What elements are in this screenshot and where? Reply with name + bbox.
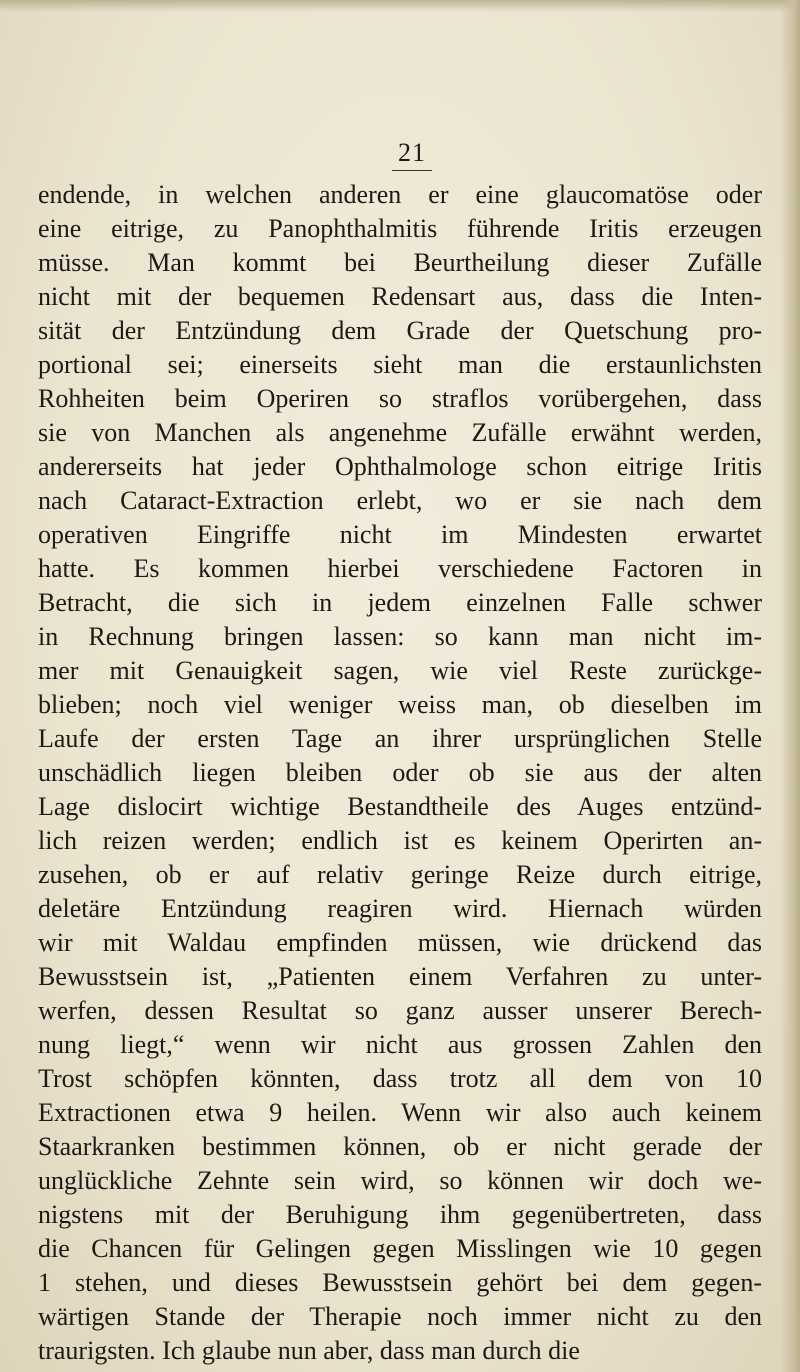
text-line: traurigsten. Ich glaube nun aber, dass man durch die	[38, 1336, 580, 1365]
text-line: müsse. Man kommt bei Beurtheilung dieser Zufälle	[38, 248, 762, 277]
text-line: eine eitrige, zu Panophthalmitis führende Iritis erzeugen	[38, 214, 762, 243]
text-line: lich reizen werden; endlich ist es keinem Operirten an-	[38, 826, 762, 855]
page-right-edge	[780, 0, 800, 1372]
text-line: nicht mit der bequemen Redensart aus, dass die Inten-	[38, 282, 762, 311]
text-line: 1 stehen, und dieses Bewusstsein gehört bei dem gegen-	[38, 1268, 762, 1297]
text-line: hatte. Es kommen hierbei verschiedene Factoren in	[38, 554, 762, 583]
text-line: Rohheiten beim Operiren so straflos vorübergehen, dass	[38, 384, 762, 413]
text-line: die Chancen für Gelingen gegen Misslingen wie 10 gegen	[38, 1234, 762, 1263]
text-line: Bewusstsein ist, „Patienten einem Verfahren zu unter-	[38, 962, 762, 991]
text-line: mer mit Genauigkeit sagen, wie viel Reste zurückge-	[38, 656, 762, 685]
text-line: blieben; noch viel weniger weiss man, ob dieselben im	[38, 690, 762, 719]
page-number-text: 21	[392, 138, 432, 171]
text-line: sie von Manchen als angenehme Zufälle erwähnt werden,	[38, 418, 762, 447]
body-text	[38, 178, 762, 1368]
text-line: sität der Entzündung dem Grade der Quetschung pro-	[38, 316, 762, 345]
text-line: Extractionen etwa 9 heilen. Wenn wir also auch keinem	[38, 1098, 762, 1127]
text-line: nigstens mit der Beruhigung ihm gegenübertreten, dass	[38, 1200, 762, 1229]
text-line: wärtigen Stande der Therapie noch immer nicht zu den	[38, 1302, 762, 1331]
text-line: Trost schöpfen könnten, dass trotz all dem von 10	[38, 1064, 762, 1093]
text-line: Staarkranken bestimmen können, ob er nicht gerade der	[38, 1132, 762, 1161]
text-line: nach Cataract-Extraction erlebt, wo er sie nach dem	[38, 486, 762, 515]
text-line: in Rechnung bringen lassen: so kann man nicht im-	[38, 622, 762, 651]
text-line: endende, in welchen anderen er eine glaucomatöse oder	[38, 180, 762, 209]
text-line: zusehen, ob er auf relativ geringe Reize durch eitrige,	[38, 860, 762, 889]
text-line: deletäre Entzündung reagiren wird. Hiernach würden	[38, 894, 762, 923]
text-line: portional sei; einerseits sieht man die erstaunlichsten	[38, 350, 762, 379]
text-line: nung liegt,“ wenn wir nicht aus grossen Zahlen den	[38, 1030, 762, 1059]
text-line: unschädlich liegen bleiben oder ob sie aus der alten	[38, 758, 762, 787]
text-line: unglückliche Zehnte sein wird, so können wir doch we-	[38, 1166, 762, 1195]
text-line: andererseits hat jeder Ophthalmologe schon eitrige Iritis	[38, 452, 762, 481]
page-number	[0, 138, 800, 171]
text-line: Lage dislocirt wichtige Bestandtheile des Auges entzünd-	[38, 792, 762, 821]
text-line: werfen, dessen Resultat so ganz ausser unserer Berech-	[38, 996, 762, 1025]
page-top-edge	[0, 0, 800, 12]
text-line: Betracht, die sich in jedem einzelnen Falle schwer	[38, 588, 762, 617]
text-line: operativen Eingriffe nicht im Mindesten erwartet	[38, 520, 762, 549]
text-line: wir mit Waldau empfinden müssen, wie drückend das	[38, 928, 762, 957]
text-line: Laufe der ersten Tage an ihrer ursprünglichen Stelle	[38, 724, 762, 753]
